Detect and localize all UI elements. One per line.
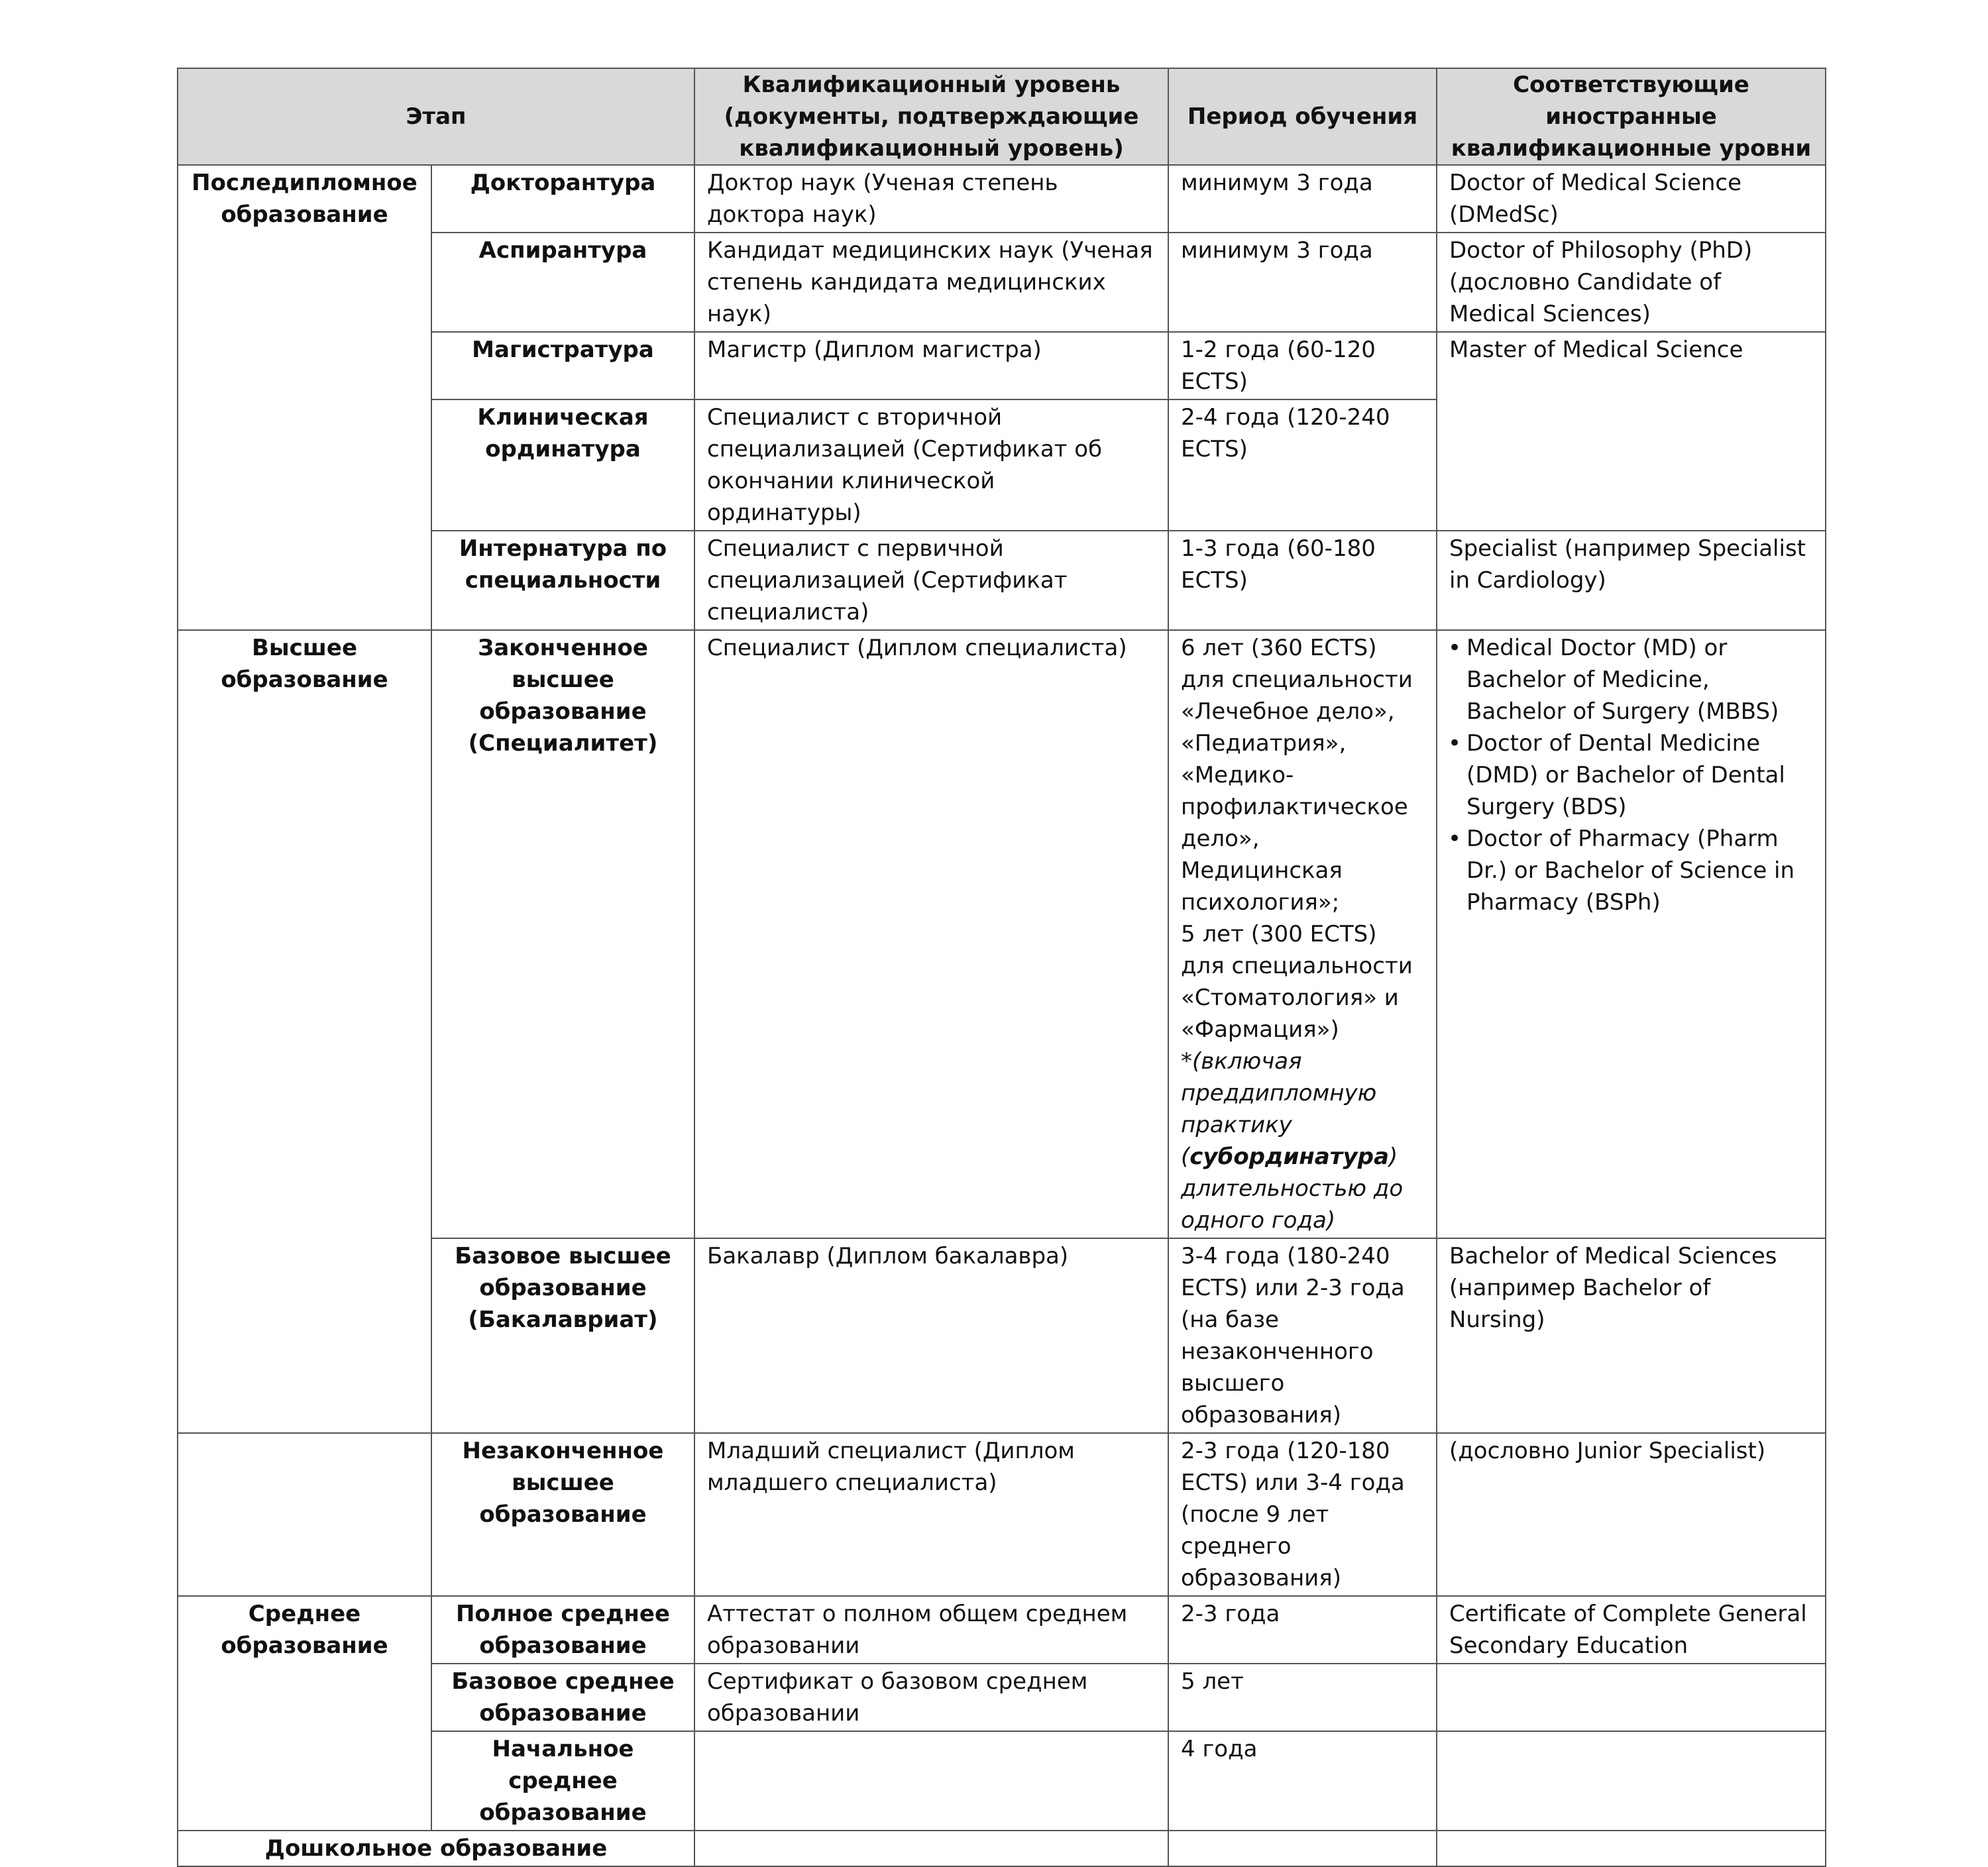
period-cell: 1-2 года (60-120 ECTS) (1168, 332, 1437, 400)
table-header-row (178, 68, 1826, 165)
period-cell: 5 лет (1168, 1664, 1437, 1731)
substage-cell: Клиническая ординатура (431, 400, 694, 531)
foreign-cell: Master of Medical Science (1437, 332, 1826, 531)
header-stage: Этап (178, 68, 694, 165)
substage-cell: Базовое среднее образование (431, 1664, 694, 1731)
substage-cell: Полное среднее образование (431, 1596, 694, 1664)
education-levels-table (177, 68, 1826, 1867)
period-cell (1168, 630, 1437, 1238)
bullet-icon: • (1448, 635, 1462, 661)
table-row (178, 1831, 1826, 1866)
substage-cell: Докторантура (431, 165, 694, 233)
list-item-text: Doctor of Dental Medicine (DMD) or Bachelor of Dental Surgery (BDS) (1466, 730, 1785, 820)
period-cell: 2-3 года (120-180 ECTS) или 3-4 года (после 9 лет среднего образования) (1168, 1433, 1437, 1596)
list-item (1448, 727, 1813, 823)
qualification-cell: Магистр (Диплом магистра) (694, 332, 1168, 400)
stage-postgraduate: Последипломное образование (178, 165, 431, 630)
period-cell (1168, 1831, 1437, 1866)
period-cell: 1-3 года (60-180 ECTS) (1168, 531, 1437, 630)
foreign-cell: Doctor of Philosophy (PhD) (дословно Candidate of Medical Sciences) (1437, 233, 1826, 332)
foreign-cell (1437, 1664, 1826, 1731)
period-cell: минимум 3 года (1168, 233, 1437, 332)
foreign-cell (1437, 630, 1826, 1238)
substage-cell: Интернатура по специальности (431, 531, 694, 630)
period-note-text: ) длительностью до одного года) (1181, 1144, 1404, 1234)
table-row (178, 1433, 1826, 1596)
table-row (178, 165, 1826, 233)
qualification-cell (694, 1731, 1168, 1831)
qualification-cell: Специалист с вторичной специализацией (Сертификат об окончании клинической ординатуры) (694, 400, 1168, 531)
foreign-cell: (дословно Junior Specialist) (1437, 1433, 1826, 1596)
header-foreign: Соответствующие иностранные квалификационные уровни (1437, 68, 1826, 165)
table-row (178, 1596, 1826, 1664)
stage-empty (178, 1433, 431, 1596)
substage-cell: Начальное среднее образование (431, 1731, 694, 1831)
stage-higher: Высшее образование (178, 630, 431, 1433)
list-item-text: Doctor of Pharmacy (Pharm Dr.) or Bachelor of Science in Pharmacy (BSPh) (1466, 826, 1795, 916)
list-item (1448, 632, 1813, 727)
foreign-cell: Bachelor of Medical Sciences (например Bachelor of Nursing) (1437, 1238, 1826, 1433)
qualification-cell: Кандидат медицинских наук (Ученая степень кандидата медицинских наук) (694, 233, 1168, 332)
qualification-cell: Младший специалист (Диплом младшего специалиста) (694, 1433, 1168, 1596)
period-text: 6 лет (360 ECTS) для специальности «Лечебное дело», «Педиатрия», «Медико-профилактическое дело», Медицинская психология»; (1181, 635, 1413, 916)
period-cell: 4 года (1168, 1731, 1437, 1831)
qualification-cell: Бакалавр (Диплом бакалавра) (694, 1238, 1168, 1433)
period-text: 5 лет (300 ECTS) для специальности «Стоматология» и «Фармация») (1181, 921, 1413, 1043)
period-cell: 2-4 года (120-240 ECTS) (1168, 400, 1437, 531)
foreign-cell: Doctor of Medical Science (DMedSc) (1437, 165, 1826, 233)
list-item (1448, 823, 1813, 918)
stage-preschool: Дошкольное образование (178, 1831, 694, 1866)
header-period: Период обучения (1168, 68, 1437, 165)
foreign-cell: Certificate of Complete General Secondary Education (1437, 1596, 1826, 1664)
foreign-cell (1437, 1831, 1826, 1866)
qualification-cell: Специалист (Диплом специалиста) (694, 630, 1168, 1238)
bullet-icon: • (1448, 826, 1462, 852)
period-cell: 2-3 года (1168, 1596, 1437, 1664)
qualification-cell: Аттестат о полном общем среднем образовании (694, 1596, 1168, 1664)
qualification-cell: Сертификат о базовом среднем образовании (694, 1664, 1168, 1731)
table-row (178, 630, 1826, 1238)
foreign-cell: Specialist (например Specialist in Cardiology) (1437, 531, 1826, 630)
header-qualification: Квалификационный уровень (документы, подтверждающие квалификационный уровень) (694, 68, 1168, 165)
qualification-cell (694, 1831, 1168, 1866)
substage-cell: Базовое высшее образование (Бакалавриат) (431, 1238, 694, 1433)
foreign-list (1449, 632, 1813, 918)
period-note-emphasis: субординатура (1189, 1144, 1389, 1170)
substage-cell: Законченное высшее образование (Специалитет) (431, 630, 694, 1238)
period-cell: минимум 3 года (1168, 165, 1437, 233)
substage-cell: Незаконченное высшее образование (431, 1433, 694, 1596)
substage-cell: Аспирантура (431, 233, 694, 332)
foreign-cell (1437, 1731, 1826, 1831)
period-cell: 3-4 года (180-240 ECTS) или 2-3 года (на базе незаконченного высшего образования) (1168, 1238, 1437, 1433)
bullet-icon: • (1448, 730, 1462, 757)
list-item-text: Medical Doctor (MD) or Bachelor of Medicine, Bachelor of Surgery (MBBS) (1466, 635, 1779, 725)
qualification-cell: Доктор наук (Ученая степень доктора наук) (694, 165, 1168, 233)
period-note (1181, 1045, 1424, 1236)
qualification-cell: Специалист с первичной специализацией (Сертификат специалиста) (694, 531, 1168, 630)
period-note-text: *(включая преддипломную практику ( (1181, 1048, 1377, 1170)
substage-cell: Магистратура (431, 332, 694, 400)
stage-secondary: Среднее образование (178, 1596, 431, 1831)
